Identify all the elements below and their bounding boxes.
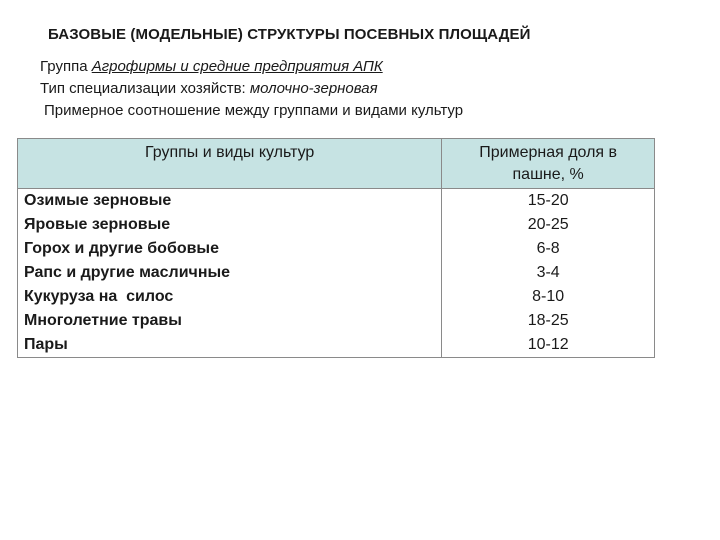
crop-share-cell: 18-25	[442, 309, 655, 333]
header-share-line1: Примерная доля в	[479, 144, 618, 161]
table-row	[18, 333, 655, 358]
page-title: БАЗОВЫЕ (МОДЕЛЬНЫЕ) СТРУКТУРЫ ПОСЕВНЫХ ПЛОЩАДЕЙ	[48, 26, 531, 43]
crop-share-cell: 6-8	[442, 237, 655, 261]
crop-name-cell: Кукуруза на силос	[18, 285, 442, 309]
table-row	[18, 237, 655, 261]
group-label: Группа	[40, 58, 92, 75]
ratio-line: Примерное соотношение между группами и видами культур	[44, 102, 464, 119]
crop-name-cell: Яровые зерновые	[18, 213, 442, 237]
table-row	[18, 285, 655, 309]
crop-name-cell: Горох и другие бобовые	[18, 237, 442, 261]
crop-share-cell: 8-10	[442, 285, 655, 309]
specialization-value: молочно-зерновая	[249, 80, 378, 97]
specialization-label: Тип специализации хозяйств:	[40, 80, 250, 97]
header-approx-share	[442, 139, 655, 189]
crop-name-cell: Пары	[18, 333, 442, 358]
table-row	[18, 309, 655, 333]
specialization-line	[40, 80, 378, 97]
table-header-row	[18, 139, 655, 189]
crop-name-cell: Рапс и другие масличные	[18, 261, 442, 285]
crop-name-cell: Озимые зерновые	[18, 189, 442, 214]
table-row	[18, 189, 655, 214]
crop-name-cell: Многолетние травы	[18, 309, 442, 333]
group-value: Агрофирмы и средние предприятия АПК	[91, 58, 383, 75]
crop-share-cell: 15-20	[442, 189, 655, 214]
crop-share-cell: 10-12	[442, 333, 655, 358]
crop-share-cell: 20-25	[442, 213, 655, 237]
group-line	[40, 58, 383, 75]
table-row	[18, 261, 655, 285]
header-crop-groups: Группы и виды культур	[18, 139, 442, 189]
header-share-line2: пашне, %	[512, 166, 584, 183]
crop-share-cell: 3-4	[442, 261, 655, 285]
table-row	[18, 213, 655, 237]
crop-structure-table	[17, 138, 655, 358]
